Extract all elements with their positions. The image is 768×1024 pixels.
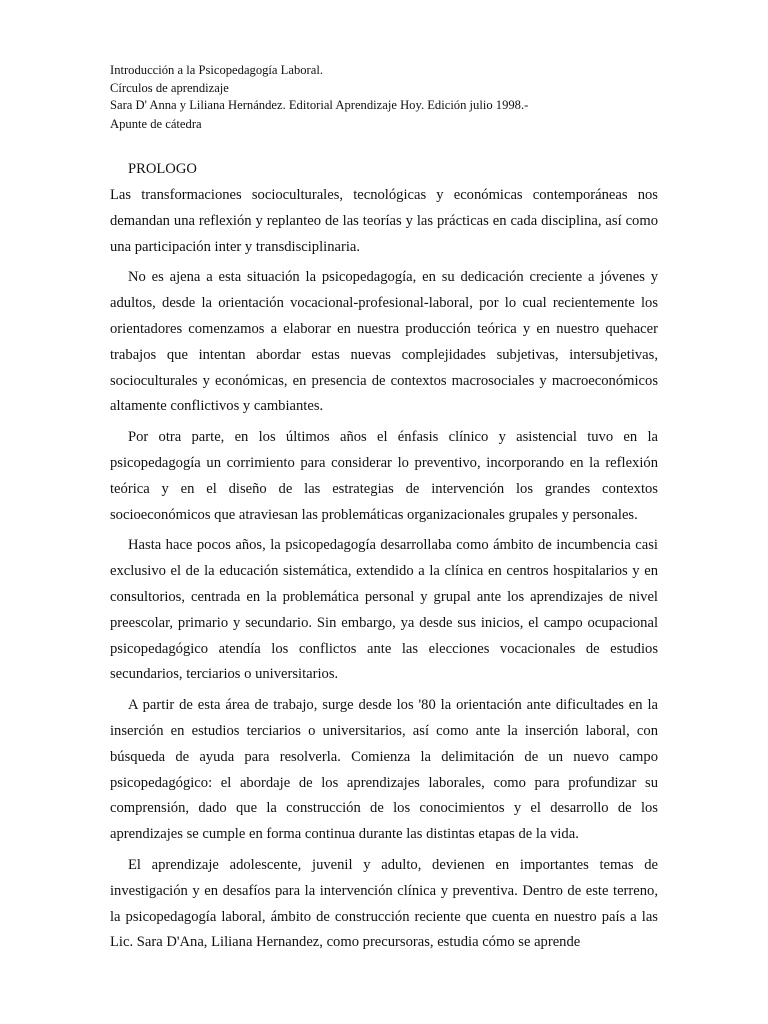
- prologue-section: [110, 159, 658, 956]
- paragraph: El aprendizaje adolescente, juvenil y adulto, devienen en importantes temas de investigación y en desafíos para la intervención clínica y preventiva. Dentro de este terreno, la psicopedagogía laboral, ámbito de construcción reciente que cuenta en nuestro país a las Lic. Sara D'Ana, Liliana Hernandez, como precursoras, estudia cómo se aprende: [110, 856, 658, 951]
- paragraph: A partir de esta área de trabajo, surge desde los '80 la orientación ante dificultades en la inserción en estudios terciarios o universitarios, así como ante la inserción laboral, con búsqueda de ayuda para resolverla. Comienza la delimitación de un nuevo campo psicopedagógico: el abordaje de los aprendizajes laborales, como para profundizar su comprensión, dado que la construcción de los conocimientos y el desarrollo de los aprendizajes se cumple en forma continua durante las distintas etapas de la vida.: [110, 697, 658, 843]
- paragraph: No es ajena a esta situación la psicopedagogía, en su dedicación creciente a jóvenes y adultos, desde la orientación vocacional-profesional-laboral, por lo cual recientemente los orientadores comenzamos a elaborar en nuestra producción teórica y en nuestro quehacer trabajos que intentan abordar estas nuevas complejidades subjetivas, intersubjetivas, socioculturales y económicas, en presencia de contextos macrosociales y macroeconómicos altamente conflictivos y cambiantes.: [110, 269, 658, 415]
- paragraph: Hasta hace pocos años, la psicopedagogía desarrollaba como ámbito de incumbencia casi exclusivo el de la educación sistemática, extendido a la clínica en centros hospitalarios y en consultorios, centrada en la problemática personal y grupal ante los aprendizajes de nivel preescolar, primario y secundario. Sin embargo, ya desde sus inicios, el campo ocupacional psicopedagógico atendía los conflictos ante las elecciones vocacionales de estudios secundarios, terciarios o universitarios.: [110, 537, 658, 683]
- document-page: [110, 62, 658, 961]
- paragraph: Por otra parte, en los últimos años el énfasis clínico y asistencial tuvo en la psicopedagogía un corrimiento para considerar lo preventivo, incorporando en la reflexión teórica y en el diseño de las estrategias de intervención los grandes contextos socioeconómicos que atraviesan las problemáticas organizacionales grupales y personales.: [110, 429, 658, 523]
- authors-publisher: Sara D' Anna y Liliana Hernández. Editorial Aprendizaje Hoy. Edición julio 1998.-: [110, 98, 529, 112]
- paragraph: Las transformaciones socioculturales, tecnológicas y económicas contemporáneas nos demandan una reflexión y replanteo de las teorías y las prácticas en cada disciplina, así como una participación inter y transdisciplinaria.: [110, 187, 658, 255]
- document-header: [110, 62, 658, 133]
- book-subtitle: Círculos de aprendizaje: [110, 80, 229, 95]
- book-title: Introducción a la Psicopedagogía Laboral.: [110, 63, 323, 77]
- section-heading: PROLOGO: [128, 161, 197, 177]
- document-type: Apunte de cátedra: [110, 116, 202, 131]
